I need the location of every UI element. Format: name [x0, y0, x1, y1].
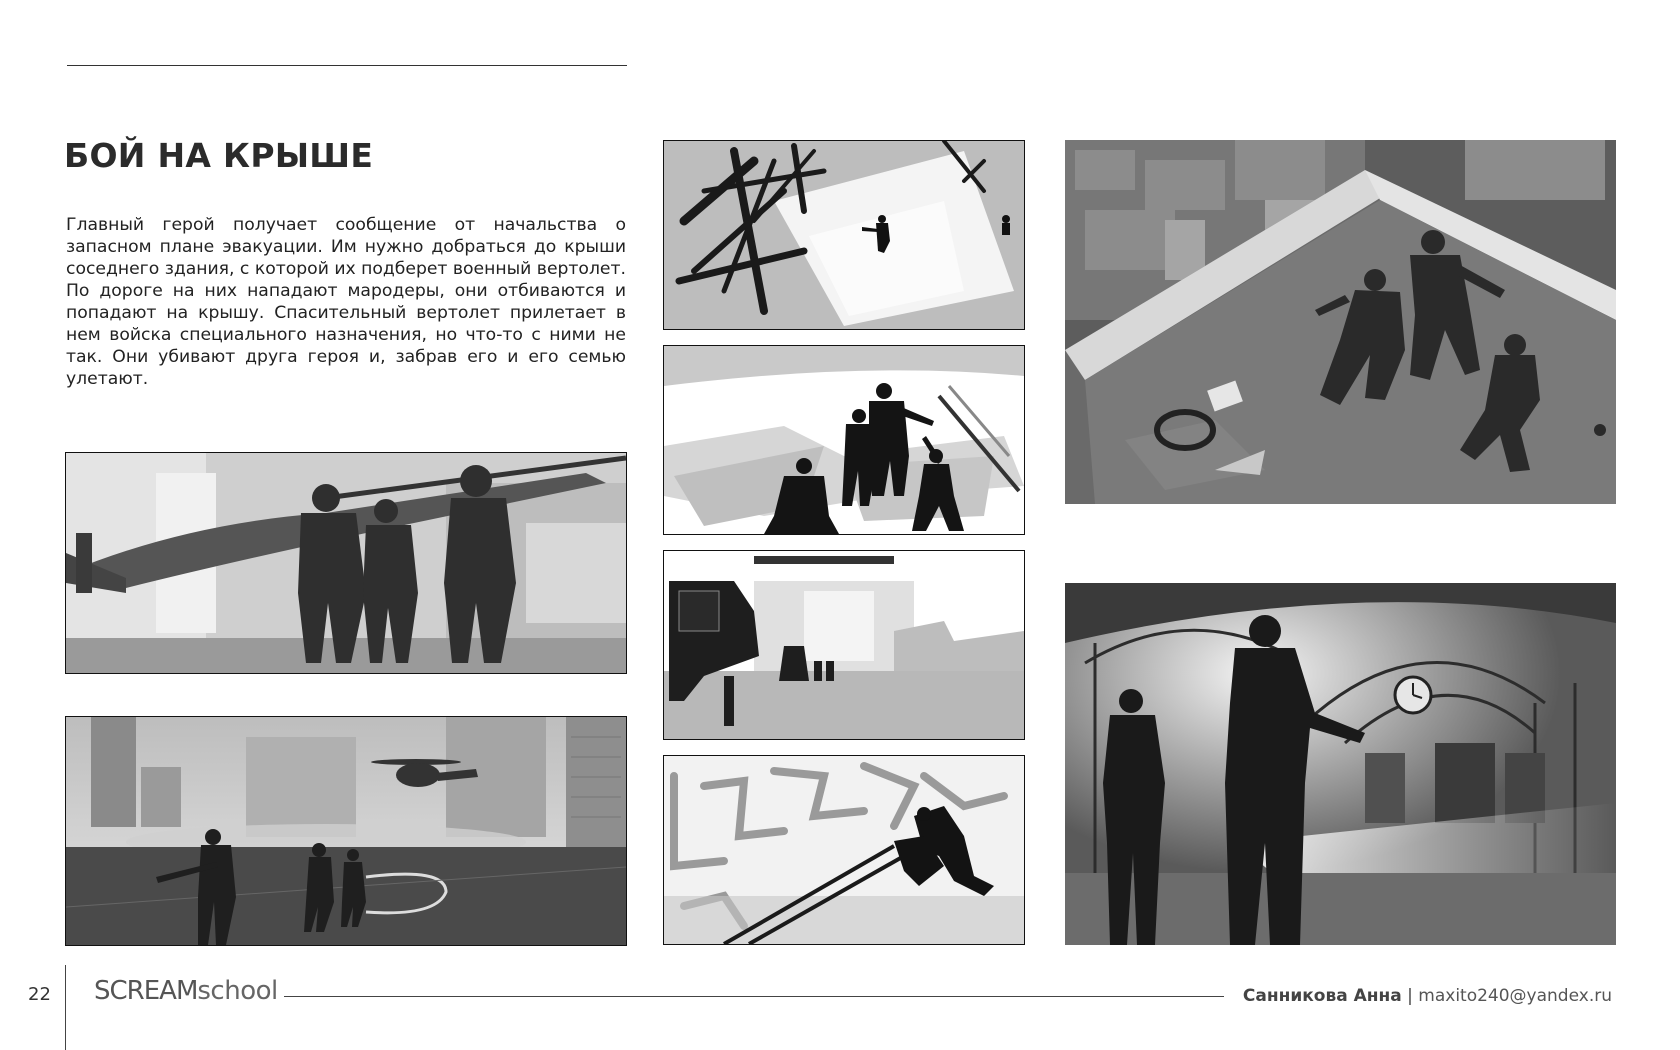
page-title: БОЙ НА КРЫШЕ [64, 136, 374, 175]
storyboard-helicopter-closeup [663, 550, 1025, 740]
storyboard-heliport-rendered [65, 716, 627, 946]
footer-rule [284, 996, 1224, 997]
page-number: 22 [28, 984, 51, 1005]
storyboard-rooftop-fight-rendered [1065, 140, 1616, 504]
storyboard-station-hall-rendered [1065, 583, 1616, 945]
top-rule [67, 65, 627, 66]
footer-divider [65, 965, 66, 1050]
author-name: Санникова Анна [1242, 986, 1402, 1006]
scream-school-logo: SCREAMschool [94, 976, 278, 1006]
storyboard-roof-topdown [663, 140, 1025, 330]
author-line [1243, 986, 1612, 1006]
storyboard-fight-silhouettes [663, 345, 1025, 535]
storyboard-soldiers-helicopter [65, 452, 627, 674]
scene-description: Главный герой получает сообщение от начальства о запасном плане эвакуации. Им нужно добраться до крыши соседнего здания, с которой их подберет военный вертолет. По дороге на них нападают мародеры, они отбиваются и попадают на крышу. Спасительный вертолет прилетает в нем войска специального назначения, но что-то с ними не так. Они убивают друга героя и, забрав его и его семью улетают. [66, 215, 626, 389]
author-separator: | [1407, 986, 1413, 1006]
author-email[interactable]: maxito240@yandex.ru [1418, 986, 1612, 1006]
storyboard-fall [663, 755, 1025, 945]
